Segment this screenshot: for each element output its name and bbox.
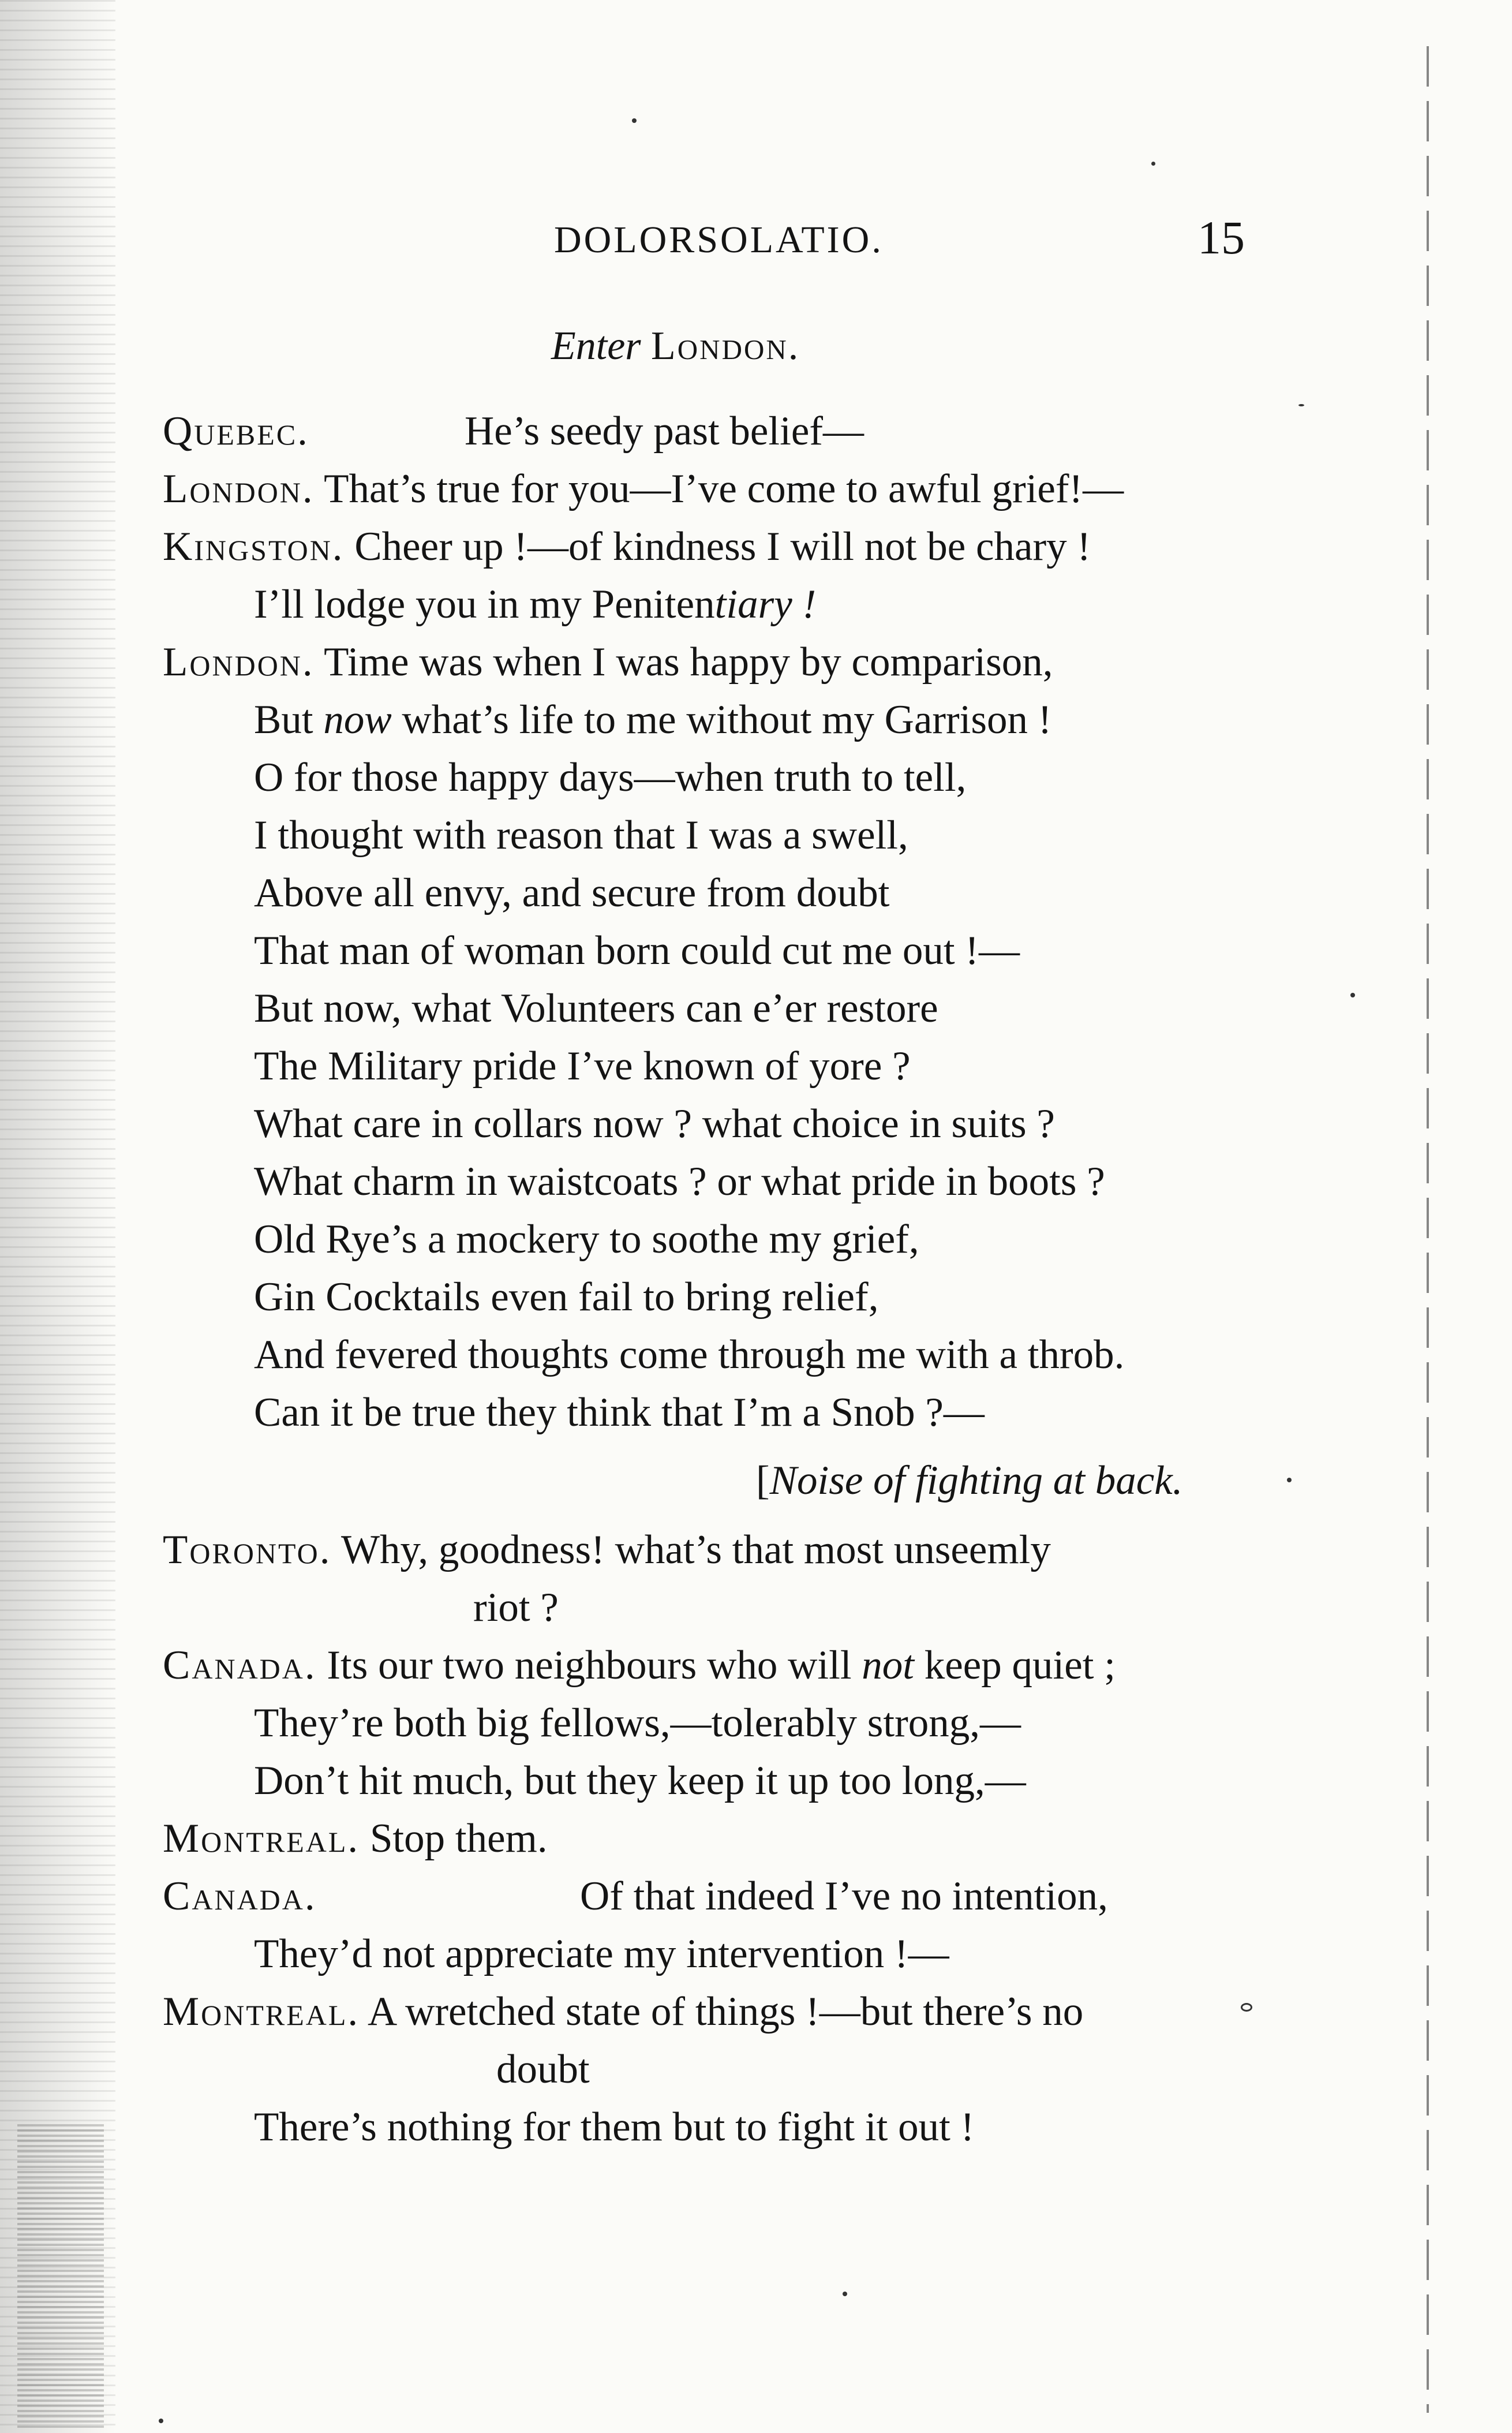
page-number: 15 (1197, 211, 1245, 264)
dialogue-line (163, 1645, 1116, 1686)
dialogue-text: what’s life to me without my Garrison ! (391, 697, 1052, 742)
dialogue-line (254, 584, 816, 625)
dialogue-line (163, 466, 1124, 511)
dialogue-line (163, 1876, 317, 1917)
dialogue-text: I’ll lodge you in my Peniten (254, 582, 715, 627)
scan-speck (632, 118, 637, 123)
scan-left-edge-shadow (0, 0, 115, 2433)
dialogue-line (163, 526, 1091, 567)
dialogue-line: O for those happy days—when truth to tell, (254, 755, 967, 800)
dialogue-text-italic: tiary ! (714, 582, 817, 627)
dialogue-text: A wretched state of things !—but there’s no (368, 1989, 1084, 2034)
dialogue-line: Above all envy, and secure from doubt (254, 870, 890, 915)
dialogue-line: That man of woman born could cut me out !— (254, 928, 1020, 973)
dialogue-text-italic: now (323, 697, 392, 742)
scan-speck (159, 2419, 163, 2423)
stage-direction-enter (551, 323, 800, 369)
dialogue-text: keep quiet ; (914, 1643, 1116, 1688)
dialogue-line (163, 1527, 1051, 1572)
dialogue-line: And fevered thoughts come through me with a throb. (254, 1332, 1125, 1377)
dialogue-text: Why, goodness! what’s that most unseemly (341, 1527, 1051, 1572)
stage-direction-character: London. (651, 324, 800, 368)
dialogue-line-text: He’s seedy past belief— (465, 409, 864, 454)
dialogue-line: Gin Cocktails even fail to bring relief, (254, 1275, 879, 1320)
speaker-name: London. (163, 466, 315, 511)
dialogue-text: Its our two neighbours who will (327, 1643, 862, 1688)
stage-direction-noise (756, 1460, 1183, 1501)
dialogue-text: That’s true for you—I’ve come to awful grief!— (324, 466, 1124, 511)
dialogue-text: Stop them. (369, 1816, 548, 1861)
speaker-name: Kingston. (163, 524, 345, 569)
dialogue-line: What charm in waistcoats ? or what pride in boots ? (254, 1159, 1105, 1204)
scan-speck (1298, 404, 1304, 406)
dialogue-line: They’re both big fellows,—tolerably strong,— (254, 1701, 1021, 1746)
stage-direction-text: Noise of fighting at back. (769, 1458, 1183, 1503)
scan-speck (1241, 2003, 1252, 2012)
dialogue-text: Cheer up !—of kindness I will not be chary ! (354, 524, 1091, 569)
dialogue-line (163, 411, 309, 452)
scan-speck (843, 2292, 847, 2296)
dialogue-line (163, 642, 1053, 683)
scan-left-edge-texture (17, 2124, 104, 2430)
scan-speck (1287, 1478, 1292, 1482)
speaker-name: Canada. (163, 1874, 317, 1919)
speaker-name: London. (163, 640, 315, 685)
dialogue-line: They’d not appreciate my intervention !— (254, 1931, 949, 1976)
dialogue-text-italic: not (862, 1643, 915, 1688)
speaker-name: Toronto. (163, 1527, 332, 1572)
dialogue-line: Can it be true they think that I’m a Snob ?— (254, 1390, 985, 1435)
speaker-name: Quebec. (163, 409, 309, 454)
speaker-name: Canada. (163, 1643, 317, 1688)
dialogue-line: Don’t hit much, but they keep it up too long,— (254, 1758, 1026, 1803)
dialogue-line: The Military pride I’ve known of yore ? (254, 1044, 911, 1089)
dialogue-line: There’s nothing for them but to fight it out ! (254, 2105, 975, 2150)
dialogue-line (163, 1991, 1083, 2032)
dialogue-line: doubt (496, 2047, 590, 2092)
dialogue-line: But now, what Volunteers can e’er restore (254, 986, 938, 1031)
dialogue-line (254, 697, 1052, 742)
dialogue-line (163, 1818, 548, 1859)
speaker-name: Montreal. (163, 1816, 360, 1861)
stage-direction-verb: Enter (551, 324, 641, 368)
dialogue-line: What care in collars now ? what choice in suits ? (254, 1101, 1055, 1146)
running-title: DOLORSOLATIO. (554, 219, 884, 261)
scan-speck (1350, 993, 1355, 997)
dialogue-line: I thought with reason that I was a swell, (254, 813, 908, 858)
stage-direction-bracket: [ (756, 1458, 770, 1503)
dialogue-text: Time was when I was happy by comparison, (324, 640, 1053, 685)
scan-right-edge-line (1427, 46, 1429, 2413)
dialogue-line: Old Rye’s a mockery to soothe my grief, (254, 1217, 919, 1262)
dialogue-line-text: Of that indeed I’ve no intention, (580, 1874, 1108, 1919)
scan-speck (1151, 162, 1155, 166)
dialogue-line: riot ? (473, 1585, 559, 1630)
speaker-name: Montreal. (163, 1989, 360, 2034)
dialogue-text: But (254, 697, 324, 742)
